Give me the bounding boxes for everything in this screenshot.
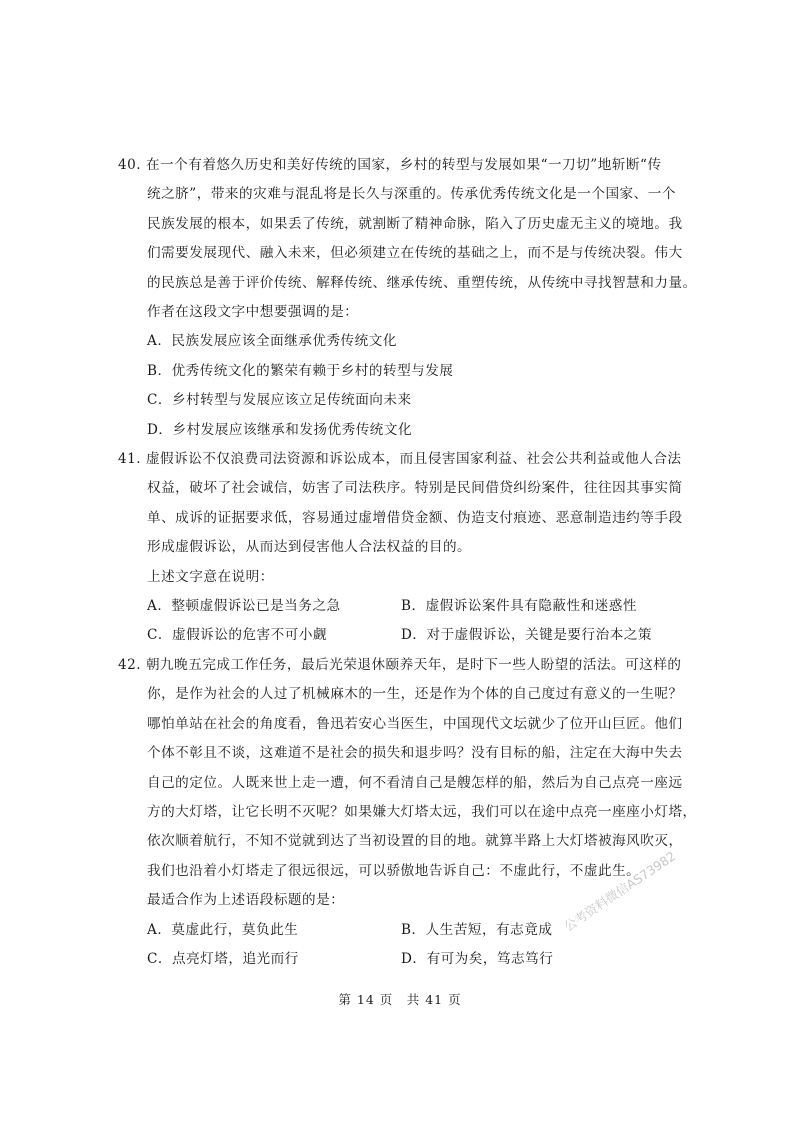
question-prompt: 最适合作为上述语段标题的是：	[147, 892, 345, 909]
option-c: C．乡村转型与发展应该立足传统面向未来	[147, 392, 412, 409]
option-d: D．乡村发展应该继承和发扬优秀传统文化	[147, 421, 413, 438]
question-stem-line: 单、成诉的证据要求低，容易通过虚增借贷金额、伪造支付痕迹、恶意制造违约等手段	[147, 509, 683, 526]
question-stem-line: 自己的定位。人既来世上走一遭，何不看清自己是艘怎样的船，然后为自己点亮一座远	[147, 774, 683, 791]
question-stem-line: 42. 朝九晚五完成工作任务，最后光荣退休颐养天年，是时下一些人盼望的活法。可这样的	[118, 657, 682, 673]
option-a: A．整顿虚假诉讼已是当务之急	[147, 597, 341, 614]
option-a: A．莫虚此行，莫负此生	[147, 921, 299, 938]
question-stem-line: 你，是作为社会的人过了机械麻木的一生，还是作为个体的自己度过有意义的一生呢？	[147, 686, 683, 703]
question-stem-line: 权益，破坏了社会诚信，妨害了司法秩序。特别是民间借贷纠纷案件，往往因其事实简	[147, 480, 683, 497]
page-footer: 第 14 页 共 41 页	[338, 992, 462, 1007]
option-row	[118, 916, 698, 945]
question-stem-line: 统之脐”，带来的灾难与混乱将是长久与深重的。传承优秀传统文化是一个国家、一个	[147, 186, 676, 203]
question-40	[118, 151, 698, 445]
option-b: B．虚假诉讼案件具有隐蔽性和迷惑性	[401, 597, 637, 614]
question-number: 42.	[118, 657, 142, 673]
question-42	[118, 651, 698, 974]
question-number: 40.	[118, 157, 142, 173]
question-prompt: 作者在这段文字中想要强调的是：	[147, 303, 359, 320]
question-stem-line: 41. 虚假诉讼不仅浪费司法资源和诉讼成本，而且侵害国家利益、社会公共利益或他人合法	[118, 451, 682, 467]
option-c: C．虚假诉讼的危害不可小觑	[147, 627, 328, 644]
question-stem-line: 哪怕单站在社会的角度看，鲁迅若安心当医生，中国现代文坛就少了位开山巨匠。他们	[147, 715, 683, 732]
question-stem-line: 民族发展的根本，如果丢了传统，就割断了精神命脉，陷入了历史虚无主义的境地。我	[147, 215, 683, 232]
question-41	[118, 445, 698, 651]
watermark: 公考资料微信AS73982	[561, 848, 679, 935]
option-d: D．对于虚假诉讼，关键是要行治本之策	[401, 627, 652, 644]
question-stem-line: 方的大灯塔，让它长明不灭呢？如果嫌大灯塔太远，我们可以在途中点亮一座座小灯塔，	[147, 803, 697, 820]
option-a: A．民族发展应该全面继承优秀传统文化	[147, 333, 397, 350]
question-stem-line: 的民族总是善于评价传统、解释传统、继承传统、重塑传统，从传统中寻找智慧和力量。	[147, 274, 697, 291]
question-stem-line: 40. 在一个有着悠久历史和美好传统的国家，乡村的转型与发展如果“一刀切”地斩断“传	[118, 157, 662, 173]
option-b: B．优秀传统文化的繁荣有赖于乡村的转型与发展	[147, 362, 454, 379]
option-row	[118, 592, 698, 621]
option-b: B．人生苦短，有志竟成	[401, 921, 553, 938]
option-c: C．点亮灯塔，追光而行	[147, 950, 299, 967]
question-prompt: 上述文字意在说明：	[147, 568, 274, 585]
option-row	[118, 621, 698, 650]
question-stem-line: 依次顺着航行，不知不觉就到达了当初设置的目的地。就算半路上大灯塔被海风吹灭，	[147, 833, 683, 850]
question-stem-line: 个体不彰且不谈，这难道不是社会的损失和退步吗？没有目标的船，注定在大海中失去	[147, 745, 683, 762]
option-row	[118, 945, 698, 974]
option-d: D．有可为矣，笃志笃行	[401, 950, 554, 967]
question-stem-line: 我们也沿着小灯塔走了很远很远，可以骄傲地告诉自己：不虚此行，不虚此生。	[147, 862, 641, 879]
question-stem-line: 形成虚假诉讼，从而达到侵害他人合法权益的目的。	[147, 539, 472, 556]
question-number: 41.	[118, 451, 142, 467]
question-stem-line: 们需要发展现代、融入未来，但必须建立在传统的基础之上，而不是与传统决裂。伟大	[147, 245, 683, 262]
